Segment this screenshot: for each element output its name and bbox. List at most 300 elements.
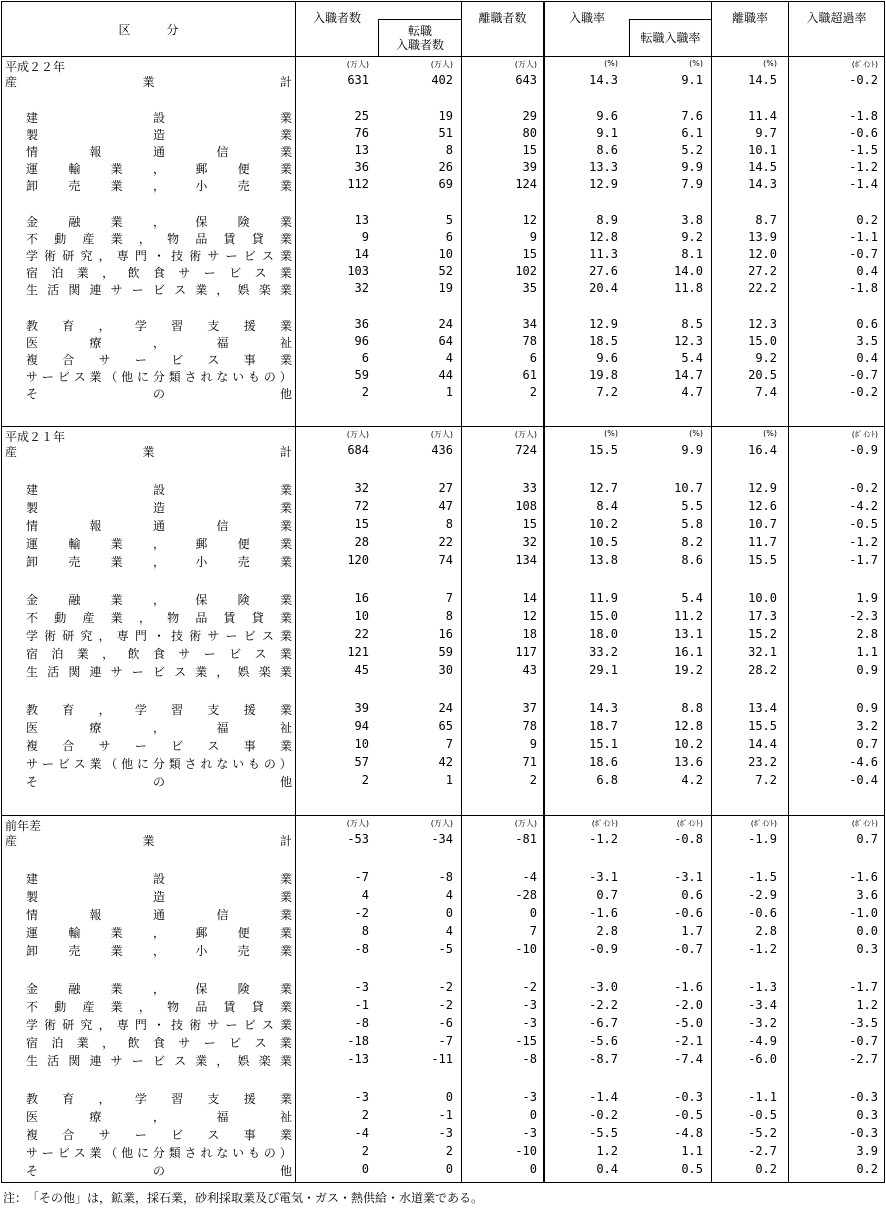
table-row — [2, 591, 886, 609]
cell-value: -3.4 — [748, 998, 777, 1012]
cell-value: -6.0 — [748, 1052, 777, 1066]
cell-value: 0.9 — [856, 701, 878, 715]
cell-value: -5 — [438, 942, 453, 956]
cell-value: 6 — [529, 351, 537, 365]
cell-value: 9.2 — [755, 351, 777, 365]
cell-value: 4.2 — [681, 773, 703, 787]
cell-value: -1.2 — [589, 832, 618, 846]
cell-value: 8.9 — [596, 213, 618, 227]
cell-value: -0.4 — [849, 773, 878, 787]
table-row — [2, 701, 886, 719]
cell-value: 724 — [515, 443, 537, 457]
cell-value: 11.2 — [674, 609, 703, 623]
cell-value: -3.1 — [589, 870, 618, 884]
cell-value: 15.1 — [589, 737, 618, 751]
cell-value: 7 — [445, 737, 453, 751]
cell-value: 1 — [445, 385, 453, 399]
table-row — [2, 906, 886, 924]
cell-value: -0.2 — [589, 1108, 618, 1122]
cell-value: 10 — [438, 247, 453, 261]
cell-value: 11.4 — [748, 109, 777, 123]
cell-value: 19.8 — [589, 368, 618, 382]
cell-value: 14.5 — [748, 73, 777, 87]
cell-value: -0.7 — [849, 247, 878, 261]
row-label: 教 育 ， 学 習 支 援 業 — [26, 1092, 292, 1106]
cell-value: 8.7 — [755, 213, 777, 227]
row-label: 金 融 業 ， 保 険 業 — [26, 215, 292, 229]
cell-value: 1.7 — [681, 924, 703, 938]
table-row — [2, 1126, 886, 1144]
cell-value: 61 — [522, 368, 537, 382]
cell-value: -1.7 — [849, 553, 878, 567]
cell-value: -3 — [522, 998, 537, 1012]
cell-value: -5.2 — [748, 1126, 777, 1140]
table-row — [2, 998, 886, 1016]
cell-value: 52 — [438, 264, 453, 278]
cell-value: 643 — [515, 73, 537, 87]
cell-value: 9.7 — [755, 126, 777, 140]
cell-value: 30 — [438, 663, 453, 677]
cell-value: 9.1 — [596, 126, 618, 140]
cell-value: -1.2 — [849, 160, 878, 174]
cell-value: 14 — [354, 247, 369, 261]
row-label: そ の 他 — [26, 387, 292, 401]
cell-value: 13.8 — [589, 553, 618, 567]
cell-value: 5.4 — [681, 591, 703, 605]
cell-value: 10.2 — [674, 737, 703, 751]
header-separation-rate: 離職率 — [731, 10, 768, 25]
cell-value: -5.0 — [674, 1016, 703, 1030]
cell-value: 44 — [438, 368, 453, 382]
cell-value: 0.6 — [856, 317, 878, 331]
cell-value: 13 — [354, 143, 369, 157]
row-label: 医 療 ， 福 祉 — [26, 1110, 292, 1124]
cell-value: 1.1 — [856, 645, 878, 659]
table-row — [2, 773, 886, 791]
cell-value: 42 — [438, 755, 453, 769]
cell-value: 39 — [522, 160, 537, 174]
table-row — [2, 213, 886, 231]
cell-value: 14.3 — [589, 701, 618, 715]
cell-value: 11.9 — [589, 591, 618, 605]
cell-value: 15 — [522, 143, 537, 157]
cell-value: 5.5 — [681, 499, 703, 513]
cell-value: 0.7 — [596, 888, 618, 902]
row-label: 製 造 業 — [26, 890, 292, 904]
cell-value: -81 — [515, 832, 537, 846]
cell-value: -2.0 — [674, 998, 703, 1012]
cell-value: -1.8 — [849, 109, 878, 123]
cell-value: 2 — [361, 1108, 369, 1122]
cell-value: -2.7 — [849, 1052, 878, 1066]
cell-value: 0.6 — [681, 888, 703, 902]
table-row — [2, 481, 886, 499]
cell-value: -0.5 — [849, 517, 878, 531]
cell-value: 2.8 — [755, 924, 777, 938]
cell-value: 19 — [438, 281, 453, 295]
row-label: 学 術 研 究 ， 専 門 ・ 技 術 サ ー ビ ス 業 — [26, 629, 292, 643]
cell-value: 15 — [522, 517, 537, 531]
cell-value: 2 — [529, 773, 537, 787]
row-label: サ ー ビ ス 業 （ 他 に 分 類 さ れ な い も の ） — [26, 1146, 292, 1160]
row-label: サ ー ビ ス 業 （ 他 に 分 類 さ れ な い も の ） — [26, 757, 292, 771]
cell-value: -2 — [438, 980, 453, 994]
section-title: 平成２１年 — [5, 430, 66, 444]
cell-value: 10.7 — [674, 481, 703, 495]
cell-value: -0.3 — [674, 1090, 703, 1104]
cell-value: -8 — [438, 870, 453, 884]
cell-value: 1.2 — [856, 998, 878, 1012]
cell-value: -2.7 — [748, 1144, 777, 1158]
row-label: 学 術 研 究 ， 専 門 ・ 技 術 サ ー ビ ス 業 — [26, 249, 292, 263]
unit-label: (%) — [604, 59, 618, 68]
header-excess-rate: 入職超過率 — [806, 10, 867, 25]
cell-value: 11.7 — [748, 535, 777, 549]
cell-value: 32.1 — [748, 645, 777, 659]
unit-label: (万人) — [430, 60, 453, 69]
cell-value: -2.1 — [674, 1034, 703, 1048]
cell-value: 12.7 — [589, 481, 618, 495]
cell-value: 12.8 — [674, 719, 703, 733]
row-label: 教 育 ， 学 習 支 援 業 — [26, 319, 292, 333]
footnote: 注： 「その他」は，鉱業，採石業，砂利採取業及び電気・ガス・熱供給・水道業である。 — [3, 1191, 484, 1205]
cell-value: 76 — [354, 126, 369, 140]
cell-value: -4 — [522, 870, 537, 884]
cell-value: 9.9 — [681, 443, 703, 457]
cell-value: 18.0 — [589, 627, 618, 641]
cell-value: -53 — [347, 832, 369, 846]
cell-value: -4 — [354, 1126, 369, 1140]
unit-label: (万人) — [514, 819, 537, 828]
cell-value: -2 — [354, 906, 369, 920]
row-label: 情 報 通 信 業 — [26, 908, 292, 922]
cell-value: 3.6 — [856, 888, 878, 902]
cell-value: -3.2 — [748, 1016, 777, 1030]
cell-value: -3.0 — [589, 980, 618, 994]
total-row — [2, 443, 886, 461]
row-label: 運 輸 業 ， 郵 便 業 — [26, 162, 292, 176]
cell-value: 12.3 — [748, 317, 777, 331]
cell-value: -3.1 — [674, 870, 703, 884]
row-label: 生 活 関 連 サ ー ビ ス 業 ， 娯 楽 業 — [26, 665, 292, 679]
cell-value: 2 — [445, 1144, 453, 1158]
cell-value: 120 — [347, 553, 369, 567]
cell-value: 10.1 — [748, 143, 777, 157]
unit-label: (%) — [763, 429, 777, 438]
cell-value: 37 — [522, 701, 537, 715]
cell-value: 121 — [347, 645, 369, 659]
table-row — [2, 160, 886, 178]
cell-value: 17.3 — [748, 609, 777, 623]
cell-value: -2.9 — [748, 888, 777, 902]
cell-value: 10.7 — [748, 517, 777, 531]
cell-value: 11.3 — [589, 247, 618, 261]
unit-label: (ﾎﾟｲﾝﾄ) — [676, 819, 703, 828]
cell-value: 9.2 — [681, 230, 703, 244]
cell-value: 14.7 — [674, 368, 703, 382]
cell-value: -1.4 — [849, 177, 878, 191]
row-label: 産 業 計 — [5, 75, 292, 89]
table-row — [2, 334, 886, 352]
cell-value: 0.2 — [856, 1162, 878, 1176]
row-label: 卸 売 業 ， 小 売 業 — [26, 555, 292, 569]
cell-value: -0.5 — [674, 1108, 703, 1122]
cell-value: 12.6 — [748, 499, 777, 513]
cell-value: -3 — [438, 1126, 453, 1140]
table-row — [2, 517, 886, 535]
table-row — [2, 247, 886, 265]
cell-value: -34 — [431, 832, 453, 846]
cell-value: 5 — [445, 213, 453, 227]
cell-value: -4.9 — [748, 1034, 777, 1048]
row-label: 生 活 関 連 サ ー ビ ス 業 ， 娯 楽 業 — [26, 1054, 292, 1068]
cell-value: -1.6 — [589, 906, 618, 920]
cell-value: 12.9 — [748, 481, 777, 495]
cell-value: -4.6 — [849, 755, 878, 769]
cell-value: -0.6 — [674, 906, 703, 920]
cell-value: 11.8 — [674, 281, 703, 295]
cell-value: 124 — [515, 177, 537, 191]
cell-value: 9 — [529, 737, 537, 751]
cell-value: 7.2 — [755, 773, 777, 787]
cell-value: 8 — [445, 143, 453, 157]
cell-value: 0 — [361, 1162, 369, 1176]
row-label: 卸 売 業 ， 小 売 業 — [26, 179, 292, 193]
cell-value: 39 — [354, 701, 369, 715]
cell-value: 10.5 — [589, 535, 618, 549]
section-title: 前年差 — [5, 819, 42, 833]
cell-value: 0.3 — [856, 1108, 878, 1122]
cell-value: -1.5 — [849, 143, 878, 157]
unit-label: (万人) — [514, 430, 537, 439]
cell-value: 2 — [361, 773, 369, 787]
row-label: サ ー ビ ス 業 （ 他 に 分 類 さ れ な い も の ） — [26, 370, 292, 384]
section-divider — [2, 815, 884, 816]
table-row — [2, 663, 886, 681]
unit-label: (万人) — [346, 430, 369, 439]
cell-value: 29.1 — [589, 663, 618, 677]
table-row — [2, 317, 886, 335]
cell-value: -8.7 — [589, 1052, 618, 1066]
unit-label: (万人) — [430, 430, 453, 439]
table-row — [2, 1034, 886, 1052]
cell-value: 8 — [361, 924, 369, 938]
cell-value: 16 — [438, 627, 453, 641]
cell-value: 13.4 — [748, 701, 777, 715]
row-label: 製 造 業 — [26, 501, 292, 515]
cell-value: 9.6 — [596, 351, 618, 365]
cell-value: -8 — [522, 1052, 537, 1066]
row-label: 産 業 計 — [5, 834, 292, 848]
table-row — [2, 924, 886, 942]
cell-value: 64 — [438, 334, 453, 348]
cell-value: 1 — [445, 773, 453, 787]
cell-value: 10 — [354, 737, 369, 751]
cell-value: 29 — [522, 109, 537, 123]
cell-value: 8.2 — [681, 535, 703, 549]
table-row — [2, 627, 886, 645]
cell-value: -0.9 — [849, 443, 878, 457]
cell-value: 0.3 — [856, 942, 878, 956]
cell-value: 65 — [438, 719, 453, 733]
table-row — [2, 177, 886, 195]
cell-value: 9.6 — [596, 109, 618, 123]
cell-value: 78 — [522, 334, 537, 348]
cell-value: 102 — [515, 264, 537, 278]
cell-value: 7.2 — [596, 385, 618, 399]
cell-value: 2.8 — [596, 924, 618, 938]
row-label: 運 輸 業 ， 郵 便 業 — [26, 537, 292, 551]
cell-value: -1 — [354, 998, 369, 1012]
unit-label: (ﾎﾟｲﾝﾄ) — [591, 819, 618, 828]
table-row — [2, 499, 886, 517]
cell-value: 12.9 — [589, 177, 618, 191]
table-row — [2, 609, 886, 627]
cell-value: -0.6 — [748, 906, 777, 920]
cell-value: 36 — [354, 317, 369, 331]
cell-value: 18.6 — [589, 755, 618, 769]
cell-value: 6 — [445, 230, 453, 244]
total-row — [2, 832, 886, 850]
cell-value: 112 — [347, 177, 369, 191]
cell-value: 7.6 — [681, 109, 703, 123]
unit-label: (ﾎﾟｲﾝﾄ) — [750, 819, 777, 828]
cell-value: 1.1 — [681, 1144, 703, 1158]
cell-value: 0 — [529, 906, 537, 920]
cell-value: 10 — [354, 609, 369, 623]
row-label: 医 療 ， 福 祉 — [26, 721, 292, 735]
cell-value: 32 — [522, 535, 537, 549]
cell-value: 3.8 — [681, 213, 703, 227]
cell-value: 14.3 — [589, 73, 618, 87]
cell-value: 19.2 — [674, 663, 703, 677]
cell-value: 0.2 — [856, 213, 878, 227]
table-row — [2, 264, 886, 282]
cell-value: -3 — [354, 980, 369, 994]
cell-value: -15 — [515, 1034, 537, 1048]
row-label: 産 業 計 — [5, 445, 292, 459]
cell-value: 80 — [522, 126, 537, 140]
row-label: 卸 売 業 ， 小 売 業 — [26, 944, 292, 958]
cell-value: -5.6 — [589, 1034, 618, 1048]
row-label: 学 術 研 究 ， 専 門 ・ 技 術 サ ー ビ ス 業 — [26, 1018, 292, 1032]
table-row — [2, 126, 886, 144]
cell-value: 7 — [445, 591, 453, 605]
cell-value: 12 — [522, 609, 537, 623]
cell-value: 10.0 — [748, 591, 777, 605]
cell-value: 20.5 — [748, 368, 777, 382]
cell-value: 45 — [354, 663, 369, 677]
cell-value: -0.6 — [849, 126, 878, 140]
cell-value: 8.1 — [681, 247, 703, 261]
cell-value: -3 — [522, 1090, 537, 1104]
cell-value: 28.2 — [748, 663, 777, 677]
cell-value: -2.2 — [589, 998, 618, 1012]
unit-label: (万人) — [346, 819, 369, 828]
cell-value: 8.8 — [681, 701, 703, 715]
cell-value: 1.9 — [856, 591, 878, 605]
cell-value: 5.2 — [681, 143, 703, 157]
cell-value: 0.4 — [856, 264, 878, 278]
cell-value: 15.0 — [748, 334, 777, 348]
header-bottom-line — [2, 56, 884, 57]
cell-value: 0 — [529, 1108, 537, 1122]
cell-value: 103 — [347, 264, 369, 278]
cell-value: 5.8 — [681, 517, 703, 531]
cell-value: 19 — [438, 109, 453, 123]
table-row — [2, 870, 886, 888]
cell-value: 94 — [354, 719, 369, 733]
cell-value: -3.5 — [849, 1016, 878, 1030]
section-title: 平成２２年 — [5, 60, 66, 74]
table-row — [2, 1144, 886, 1162]
cell-value: 16.4 — [748, 443, 777, 457]
unit-label: (%) — [689, 429, 703, 438]
table-row — [2, 143, 886, 161]
cell-value: 0 — [445, 1090, 453, 1104]
cell-value: 15.5 — [748, 719, 777, 733]
table-row — [2, 109, 886, 127]
cell-value: 0 — [445, 1162, 453, 1176]
cell-value: 24 — [438, 317, 453, 331]
cell-value: 18.7 — [589, 719, 618, 733]
cell-value: 9.1 — [681, 73, 703, 87]
cell-value: 0.9 — [856, 663, 878, 677]
cell-value: 15.5 — [748, 553, 777, 567]
table-row — [2, 385, 886, 403]
row-label: 複 合 サ ー ビ ス 事 業 — [26, 739, 292, 753]
cell-value: 3.2 — [856, 719, 878, 733]
cell-value: -0.7 — [849, 1034, 878, 1048]
cell-value: 0.7 — [856, 737, 878, 751]
cell-value: -11 — [431, 1052, 453, 1066]
cell-value: -0.5 — [748, 1108, 777, 1122]
table-row — [2, 281, 886, 299]
row-label: 教 育 ， 学 習 支 援 業 — [26, 703, 292, 717]
cell-value: 22.2 — [748, 281, 777, 295]
cell-value: 26 — [438, 160, 453, 174]
row-label: 運 輸 業 ， 郵 便 業 — [26, 926, 292, 940]
cell-value: 22 — [354, 627, 369, 641]
unit-label: (%) — [604, 429, 618, 438]
cell-value: 16 — [354, 591, 369, 605]
cell-value: -2 — [438, 998, 453, 1012]
cell-value: 96 — [354, 334, 369, 348]
row-label: 情 報 通 信 業 — [26, 519, 292, 533]
cell-value: -1.3 — [748, 980, 777, 994]
table-row — [2, 553, 886, 571]
cell-value: 72 — [354, 499, 369, 513]
row-label: 金 融 業 ， 保 険 業 — [26, 593, 292, 607]
cell-value: 51 — [438, 126, 453, 140]
cell-value: 15.2 — [748, 627, 777, 641]
cell-value: 43 — [522, 663, 537, 677]
table-row — [2, 737, 886, 755]
cell-value: 16.1 — [674, 645, 703, 659]
table-row — [2, 535, 886, 553]
cell-value: -13 — [347, 1052, 369, 1066]
cell-value: -8 — [354, 942, 369, 956]
cell-value: -7.4 — [674, 1052, 703, 1066]
row-label: 不 動 産 業 ， 物 品 賃 貸 業 — [26, 1000, 292, 1014]
cell-value: -3 — [354, 1090, 369, 1104]
unit-label: (ﾎﾟｲﾝﾄ) — [851, 430, 878, 439]
cell-value: 15.5 — [589, 443, 618, 457]
table-row — [2, 351, 886, 369]
cell-value: 8 — [445, 609, 453, 623]
cell-value: 18 — [522, 627, 537, 641]
cell-value: -2 — [522, 980, 537, 994]
